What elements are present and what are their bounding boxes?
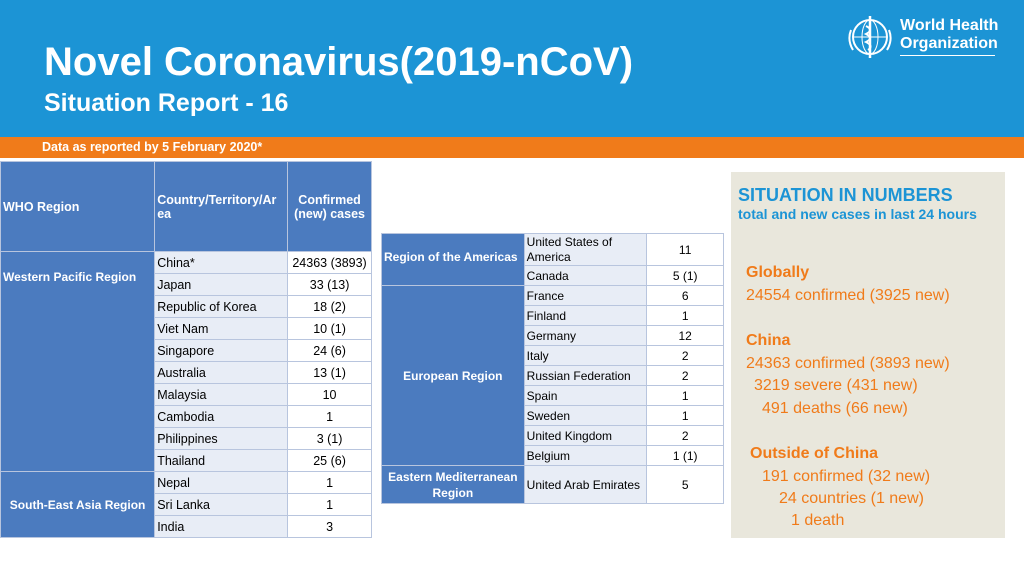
cases-cell: 24363 (3893) <box>288 252 372 274</box>
cases-cell: 6 <box>647 286 724 306</box>
china-label: China <box>746 332 791 349</box>
page-subtitle: Situation Report - 16 <box>44 89 289 117</box>
globally-confirmed: 24554 confirmed (3925 new) <box>746 287 950 304</box>
cases-cell: 1 <box>288 406 372 428</box>
page-title: Novel Coronavirus(2019-nCoV) <box>44 40 634 84</box>
region-eastern-mediterranean: Eastern Mediterranean Region <box>382 466 525 504</box>
cases-cell: 5 <box>647 466 724 504</box>
country-cell: France <box>524 286 647 306</box>
cases-cell: 24 (6) <box>288 340 372 362</box>
country-cell: Australia <box>155 362 288 384</box>
cases-cell: 1 (1) <box>647 446 724 466</box>
china-confirmed: 24363 confirmed (3893 new) <box>746 355 950 372</box>
country-cell: Viet Nam <box>155 318 288 340</box>
country-cell: Russian Federation <box>524 366 647 386</box>
country-cell: Malaysia <box>155 384 288 406</box>
situation-panel <box>731 172 1005 538</box>
country-cell: Nepal <box>155 472 288 494</box>
country-cell: Sweden <box>524 406 647 426</box>
cases-cell: 2 <box>647 346 724 366</box>
country-cell: Germany <box>524 326 647 346</box>
situation-title: SITUATION IN NUMBERS <box>738 185 953 205</box>
outside-label: Outside of China <box>750 445 878 462</box>
china-severe: 3219 severe (431 new) <box>754 377 918 394</box>
country-cell: Sri Lanka <box>155 494 288 516</box>
outside-deaths: 1 death <box>791 512 845 529</box>
header-who-region: WHO Region <box>1 162 155 252</box>
region-european: European Region <box>382 286 525 466</box>
country-cell: United Arab Emirates <box>524 466 647 504</box>
cases-cell: 11 <box>647 234 724 266</box>
header-country: Country/Territory/Ar ea <box>155 162 288 252</box>
cases-cell: 10 <box>288 384 372 406</box>
report-header <box>0 0 1024 137</box>
cases-cell: 2 <box>647 366 724 386</box>
cases-cell: 3 <box>288 516 372 538</box>
cases-cell: 10 (1) <box>288 318 372 340</box>
country-cell: Thailand <box>155 450 288 472</box>
cases-cell: 12 <box>647 326 724 346</box>
country-cell: Republic of Korea <box>155 296 288 318</box>
cases-table-right <box>381 233 724 504</box>
country-cell: Finland <box>524 306 647 326</box>
date-bar <box>0 137 1024 158</box>
country-cell: India <box>155 516 288 538</box>
who-logo-text: World Health Organization <box>900 17 999 52</box>
cases-cell: 25 (6) <box>288 450 372 472</box>
country-cell: Singapore <box>155 340 288 362</box>
cases-cell: 33 (13) <box>288 274 372 296</box>
country-cell: United Kingdom <box>524 426 647 446</box>
region-south-east-asia: South-East Asia Region <box>1 472 155 538</box>
cases-cell: 5 (1) <box>647 266 724 286</box>
globally-label: Globally <box>746 264 810 281</box>
who-logo <box>845 12 1005 62</box>
cases-cell: 2 <box>647 426 724 446</box>
cases-cell: 1 <box>647 386 724 406</box>
cases-cell: 13 (1) <box>288 362 372 384</box>
country-cell: China* <box>155 252 288 274</box>
outside-countries: 24 countries (1 new) <box>779 490 924 507</box>
header-cases: Confirmed (new) cases <box>288 162 372 252</box>
logo-underline <box>900 55 995 56</box>
who-emblem-icon <box>845 12 895 62</box>
cases-cell: 1 <box>647 306 724 326</box>
country-cell: Philippines <box>155 428 288 450</box>
country-cell: Italy <box>524 346 647 366</box>
cases-cell: 18 (2) <box>288 296 372 318</box>
china-deaths: 491 deaths (66 new) <box>762 400 908 417</box>
date-text: Data as reported by 5 February 2020* <box>42 140 263 154</box>
region-americas: Region of the Americas <box>382 234 525 286</box>
cases-table-left <box>0 161 372 538</box>
country-cell: Belgium <box>524 446 647 466</box>
cases-cell: 1 <box>647 406 724 426</box>
cases-cell: 3 (1) <box>288 428 372 450</box>
outside-confirmed: 191 confirmed (32 new) <box>762 468 931 485</box>
country-cell: Spain <box>524 386 647 406</box>
region-western-pacific: Western Pacific Region <box>1 252 155 472</box>
country-cell: Cambodia <box>155 406 288 428</box>
cases-cell: 1 <box>288 494 372 516</box>
country-cell: United States of America <box>524 234 647 266</box>
country-cell: Canada <box>524 266 647 286</box>
situation-subtitle: total and new cases in last 24 hours <box>738 206 977 222</box>
country-cell: Japan <box>155 274 288 296</box>
cases-cell: 1 <box>288 472 372 494</box>
